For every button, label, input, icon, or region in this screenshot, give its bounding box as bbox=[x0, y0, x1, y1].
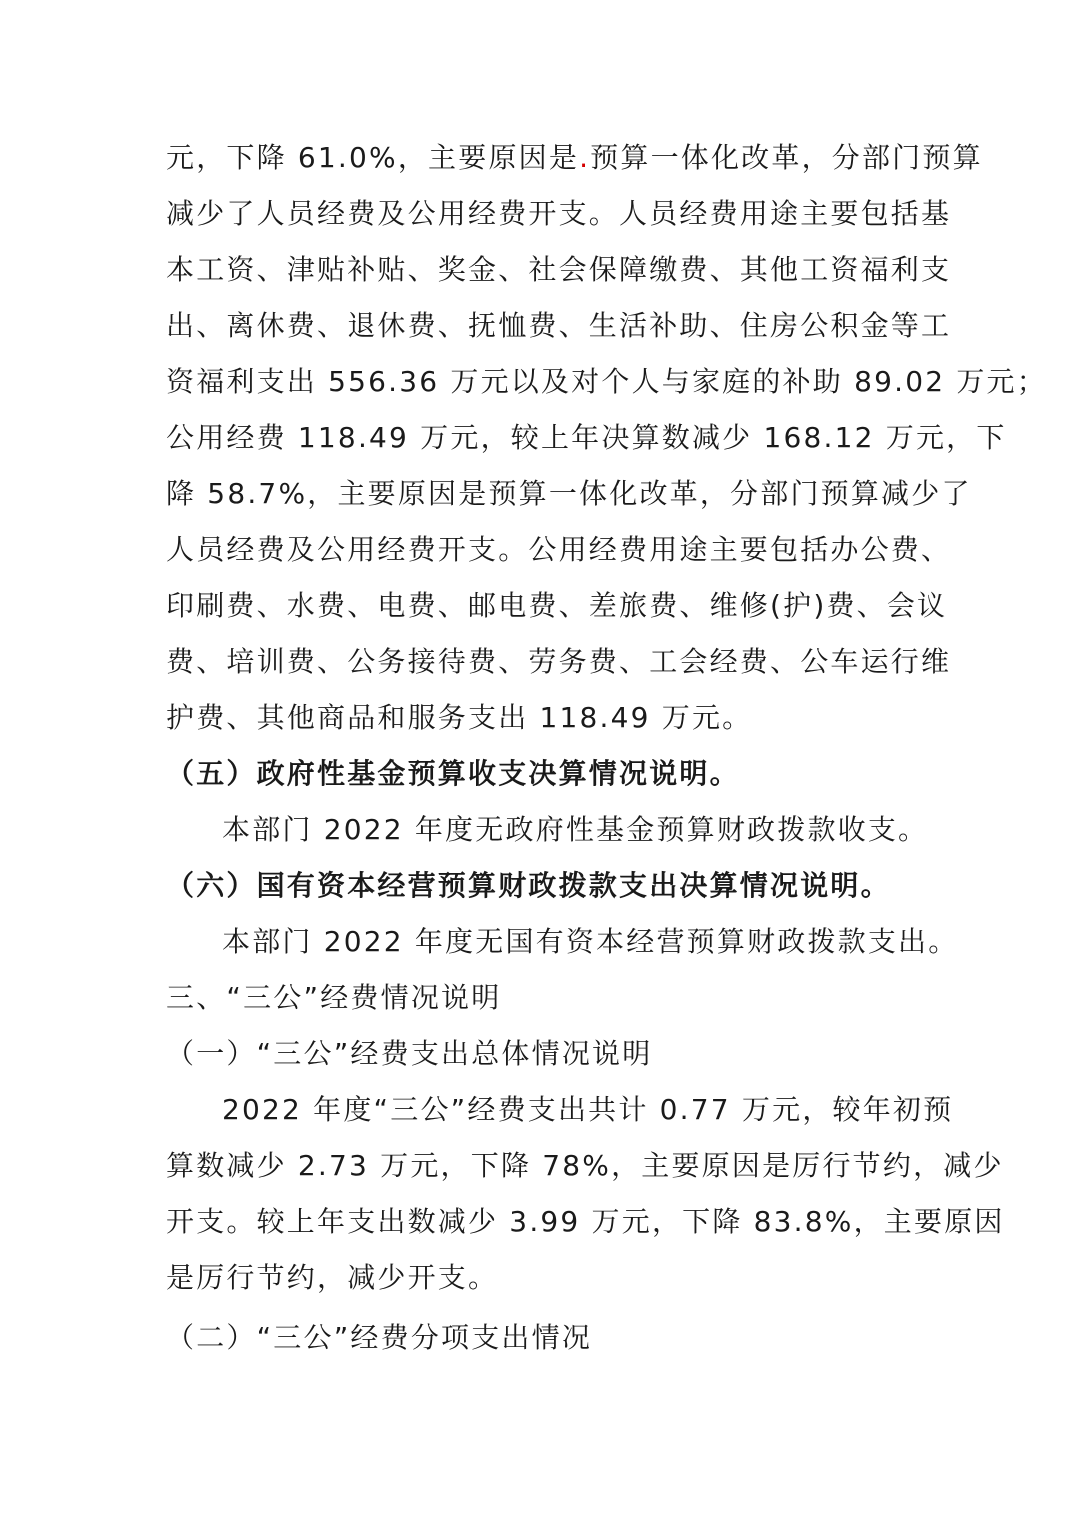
section-body: 本部门 2022 年度无国有资本经营预算财政拨款支出。 bbox=[222, 925, 959, 958]
paragraph-line: 降 58.7%，主要原因是预算一体化改革，分部门预算减少了 bbox=[166, 477, 972, 510]
red-dot-mark: . bbox=[579, 141, 591, 174]
chapter-heading: 三、“三公”经费情况说明 bbox=[166, 981, 502, 1014]
paragraph-line: 减少了人员经费及公用经费开支。人员经费用途主要包括基 bbox=[166, 197, 952, 230]
paragraph-line bbox=[166, 138, 983, 178]
paragraph-line: 印刷费、水费、电费、邮电费、差旅费、维修(护)费、会议 bbox=[166, 589, 948, 622]
paragraph-line: 资福利支出 556.36 万元以及对个人与家庭的补助 89.02 万元； bbox=[166, 365, 1047, 398]
paragraph-line: 护费、其他商品和服务支出 118.49 万元。 bbox=[166, 701, 753, 734]
section-heading: （五）政府性基金预算收支决算情况说明。 bbox=[166, 757, 740, 790]
subsection-heading: （二）“三公”经费分项支出情况 bbox=[166, 1321, 593, 1354]
section-body: 本部门 2022 年度无政府性基金预算财政拨款收支。 bbox=[222, 813, 929, 846]
section-heading: （六）国有资本经营预算财政拨款支出决算情况说明。 bbox=[166, 869, 891, 902]
paragraph-line: 算数减少 2.73 万元，下降 78%，主要原因是厉行节约，减少 bbox=[166, 1149, 1004, 1182]
text-run: 预算一体化改革，分部门预算 bbox=[590, 141, 983, 174]
paragraph-line: 是厉行节约，减少开支。 bbox=[166, 1261, 499, 1294]
subsection-heading: （一）“三公”经费支出总体情况说明 bbox=[166, 1037, 653, 1070]
paragraph-line: 出、离休费、退休费、抚恤费、生活补助、住房公积金等工 bbox=[166, 309, 952, 342]
paragraph-line: 费、培训费、公务接待费、劳务费、工会经费、公车运行维 bbox=[166, 645, 952, 678]
paragraph-line: 2022 年度“三公”经费支出共计 0.77 万元，较年初预 bbox=[222, 1093, 954, 1126]
paragraph-line: 开支。较上年支出数减少 3.99 万元，下降 83.8%，主要原因 bbox=[166, 1205, 1005, 1238]
text-run: 元，下降 61.0%，主要原因是 bbox=[166, 141, 580, 174]
paragraph-line: 人员经费及公用经费开支。公用经费用途主要包括办公费、 bbox=[166, 533, 952, 566]
paragraph-line: 公用经费 118.49 万元，较上年决算数减少 168.12 万元，下 bbox=[166, 421, 1007, 454]
paragraph-line: 本工资、津贴补贴、奖金、社会保障缴费、其他工资福利支 bbox=[166, 253, 952, 286]
